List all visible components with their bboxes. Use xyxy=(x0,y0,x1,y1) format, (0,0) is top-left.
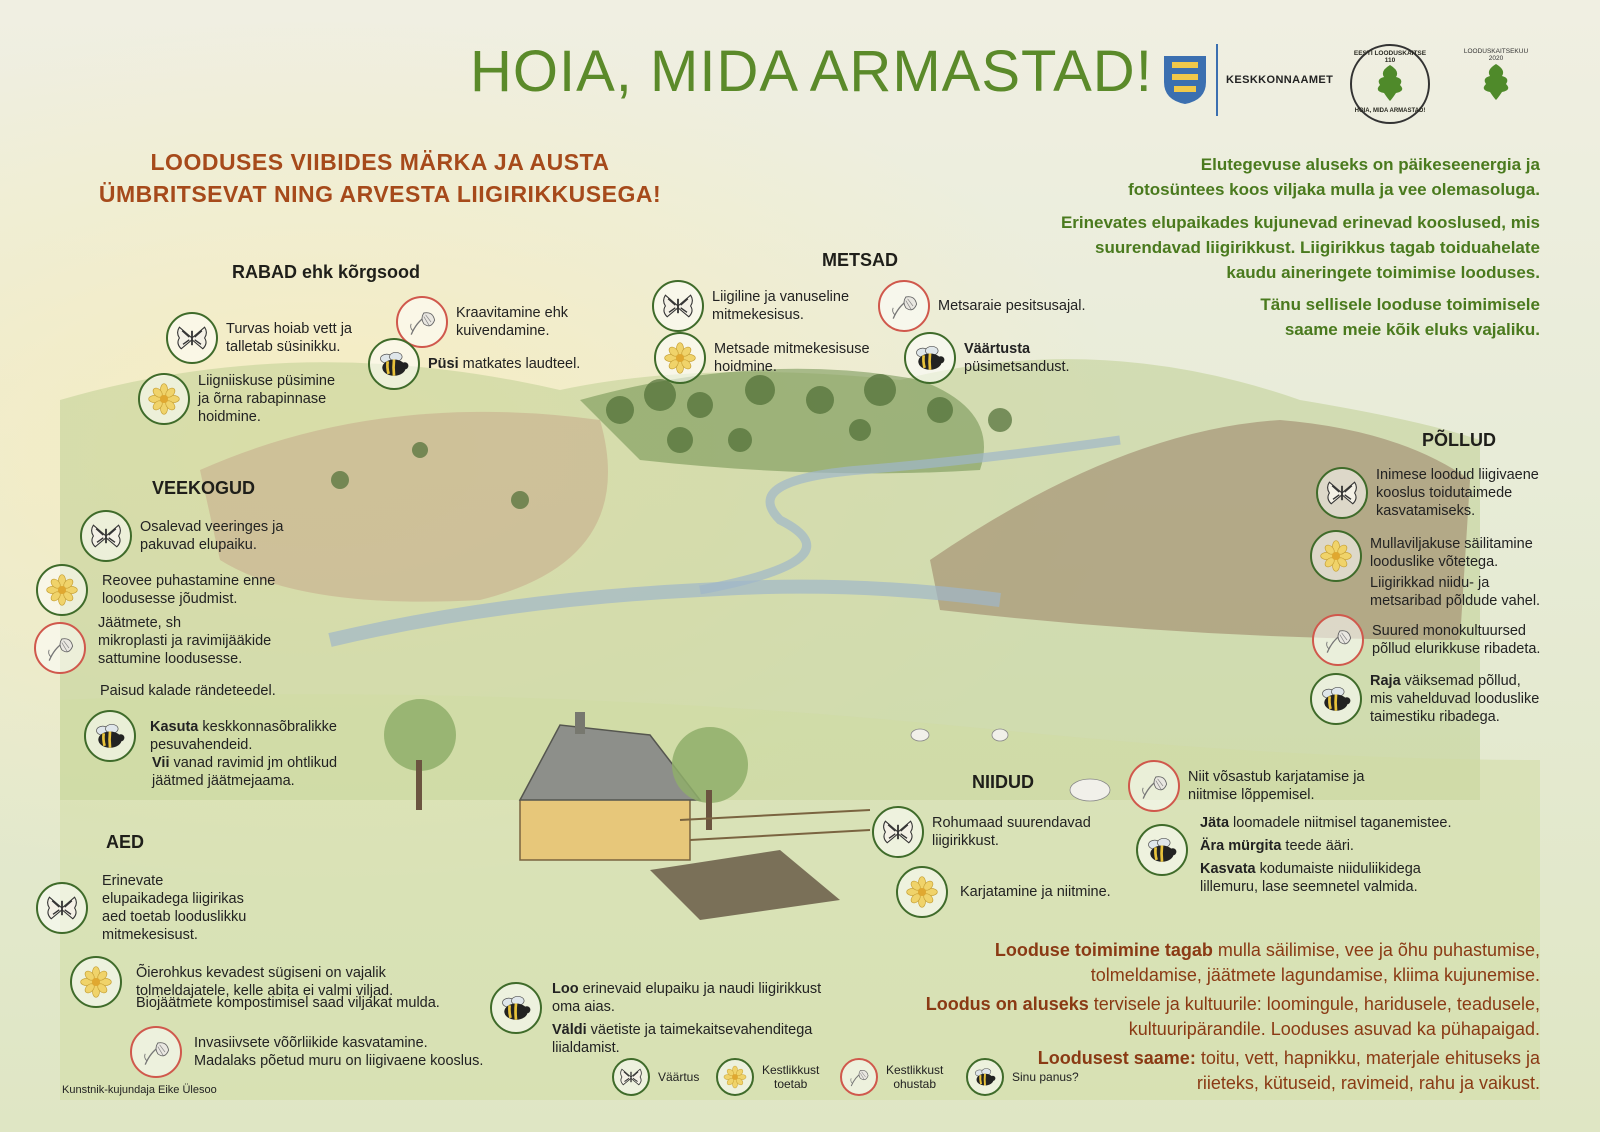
section-veekogud: VEEKOGUD xyxy=(152,478,256,498)
poster-title: HOIA, MIDA ARMASTAD! xyxy=(470,39,1153,104)
bottom-3-text: toitu, vett, hapnikku, materjale ehituseks ja xyxy=(1195,1048,1540,1068)
veekogud-item-3 xyxy=(34,615,272,674)
niidud-2-line-2: liigirikkust. xyxy=(932,833,999,849)
aed-4-text xyxy=(552,980,821,1057)
vee-4-bold: Kasuta xyxy=(150,719,199,735)
aed-item-3 xyxy=(130,1026,483,1078)
seal-2 xyxy=(1460,46,1532,118)
pollud-4-bold: Raja xyxy=(1370,673,1401,689)
section-aed: AED xyxy=(106,832,145,852)
niidud-4c-text: kodumaiste niiduliikidega xyxy=(1255,861,1421,877)
pollud-4-text: väiksemad põllud, xyxy=(1400,673,1521,689)
butterfly-icon xyxy=(652,280,704,332)
subtitle-line-1: LOODUSES VIIBIDES MÄRKA JA AUSTA xyxy=(150,149,610,175)
rabad-1-line-1: Turvas hoiab vett ja xyxy=(226,321,352,337)
oak-leaf-icon xyxy=(1476,62,1516,102)
metsad-item-2 xyxy=(878,280,1086,332)
legend-toetab-line-1: Kestlikkust xyxy=(762,1063,820,1077)
bottom-paragraph-1 xyxy=(860,938,1540,988)
bumblebee-icon xyxy=(84,710,136,762)
seal-1-bottom-text: HOIA, MIDA ARMASTAD! xyxy=(1354,108,1426,114)
vee-3-line-2: mikroplasti ja ravimijääkide xyxy=(98,633,272,649)
niidud-item-1 xyxy=(1128,760,1365,812)
section-rabad: RABAD ehk kõrgsood xyxy=(232,262,421,282)
metsad-4-bold: Väärtusta xyxy=(964,341,1031,357)
metsad-item-3 xyxy=(654,332,870,384)
niidud-1-line-1: Niit võsastub karjatamise ja xyxy=(1188,769,1365,785)
vee-3-line-1: Jäätmete, sh xyxy=(98,615,182,631)
niidud-4b-text: teede ääri. xyxy=(1281,838,1354,854)
bottom-2-bold: Loodus on aluseks xyxy=(925,994,1089,1014)
metsad-2-line-1: Metsaraie pesitsusajal. xyxy=(938,298,1086,314)
intro-3-line-1: Tänu sellisele looduse toimimisele xyxy=(1260,295,1540,314)
legend-toetab xyxy=(716,1058,819,1096)
oak-leaf-icon xyxy=(1370,63,1410,103)
metsad-1-line-1: Liigiline ja vanuseline xyxy=(712,289,850,305)
flower-icon xyxy=(1310,530,1362,582)
niidud-4a-text: loomadele niitmisel taganemistee. xyxy=(1229,815,1452,831)
flower-icon xyxy=(138,373,190,425)
bumblebee-icon xyxy=(1136,824,1188,876)
metsad-4-line-2: püsimetsandust. xyxy=(964,359,1070,375)
intro-2-line-2: suurendavad liigirikkust. Liigirikkus tagab toiduahelate xyxy=(1095,238,1540,257)
legend-ohustab-line-2: ohustab xyxy=(893,1077,937,1091)
rabad-4-line-3: hoidmine. xyxy=(198,409,261,425)
intro-3-line-2: saame meie kõik eluks vajaliku. xyxy=(1284,320,1540,339)
flower-icon xyxy=(896,866,948,918)
intro-2-line-3: kaudu aineringete toimimise looduses. xyxy=(1226,263,1540,282)
legend-ohustab xyxy=(840,1058,943,1096)
logo-divider xyxy=(1216,44,1218,116)
aed-item-4 xyxy=(490,982,542,1034)
pollud-4-line-3: taimestiku ribadega. xyxy=(1370,709,1500,725)
metsad-1-line-2: mitmekesisus. xyxy=(712,307,804,323)
poster-subtitle xyxy=(60,146,700,210)
legend-ohustab-line-1: Kestlikkust xyxy=(886,1063,944,1077)
aed-4b-text: väetiste ja taimekaitsevahenditega xyxy=(586,1022,813,1038)
aed-4a-line-2: oma aias. xyxy=(552,999,615,1015)
bottom-1-text: mulla säilimise, vee ja õhu puhastumise, xyxy=(1212,940,1540,960)
vee-3b-text: Paisud kalade rändeteedel. xyxy=(100,683,276,699)
wilted-flower-icon xyxy=(1312,614,1364,666)
pollud-3-line-1: Suured monokultuursed xyxy=(1372,623,1526,639)
section-metsad: METSAD xyxy=(822,250,898,270)
wilted-flower-icon xyxy=(1128,760,1180,812)
aed-4b-bold: Väldi xyxy=(552,1022,587,1038)
intro-paragraph-2 xyxy=(920,210,1540,285)
wilted-flower-icon xyxy=(878,280,930,332)
bottom-3-line-2: riieteks, kütuseid, ravimeid, rahu ja vaikust. xyxy=(1196,1073,1540,1093)
veekogud-item-1 xyxy=(80,510,283,562)
butterfly-icon xyxy=(1316,467,1368,519)
pollud-3-line-2: põllud elurikkuse ribadeta. xyxy=(1372,641,1541,657)
niidud-1-line-2: niitmise lõppemisel. xyxy=(1188,787,1315,803)
seal-1-top-text: EESTI LOODUSKAITSE 110 xyxy=(1353,50,1427,64)
section-pollud: PÕLLUD xyxy=(1422,430,1496,450)
butterfly-icon xyxy=(80,510,132,562)
legend-vaartus xyxy=(612,1058,699,1096)
rabad-1-line-2: talletab süsinikku. xyxy=(226,339,341,355)
niidud-4c-line-2: lillemuru, lase seemnetel valmida. xyxy=(1200,879,1418,895)
vee-3-line-3: sattumine loodusesse. xyxy=(98,651,243,667)
agency-name: KESKKONNAAMET xyxy=(1226,74,1334,86)
bottom-paragraph-3 xyxy=(860,1046,1540,1096)
bottom-2-line-2: kultuuripärandile. Looduses asuvad ka pühapaigad. xyxy=(1128,1019,1540,1039)
vee-4-line-2: pesuvahendeid. xyxy=(150,737,253,753)
metsad-3-line-2: hoidmine. xyxy=(714,359,777,375)
legend-toetab-line-2: toetab xyxy=(773,1077,808,1091)
pollud-4-line-2: mis vahelduvad looduslike xyxy=(1370,691,1540,707)
seal-2-text: LOODUSKAITSEKUU 2020 xyxy=(1463,48,1529,62)
bumblebee-icon xyxy=(1310,673,1362,725)
aed-4a-text: erinevaid elupaiku ja naudi liigirikkust xyxy=(578,981,822,997)
bumblebee-icon xyxy=(490,982,542,1034)
niidud-4-text xyxy=(1200,814,1451,896)
rabad-4-line-1: Liigniiskuse püsimine xyxy=(198,373,336,389)
wilted-flower-icon xyxy=(34,622,86,674)
pollud-item-4 xyxy=(1310,672,1539,726)
butterfly-icon xyxy=(36,882,88,934)
aed-4a-bold: Loo xyxy=(552,981,579,997)
seal-1 xyxy=(1350,44,1430,124)
niidud-4a-bold: Jäta xyxy=(1200,815,1230,831)
rabad-4-line-2: ja õrna rabapinnase xyxy=(198,391,327,407)
pollud-1-line-1: Inimese loodud liigivaene xyxy=(1376,467,1539,483)
intro-2-line-1: Erinevates elupaikades kujunevad erinevad kooslused, mis xyxy=(1060,213,1540,232)
pollud-2-line-1: Mullaviljakuse säilitamine xyxy=(1370,536,1533,552)
vee-4b-bold: Vii xyxy=(152,755,170,771)
intro-paragraph-1 xyxy=(920,152,1540,202)
artist-credit: Kunstnik-kujundaja Eike Ülesoo xyxy=(62,1084,217,1096)
vee-4-text: keskkonnasõbralikke xyxy=(198,719,337,735)
vee-4b-line-2: jäätmed jäätmejaama. xyxy=(152,773,295,789)
intro-1-line-2: fotosüntees koos viljaka mulla ja vee olemasoluga. xyxy=(1128,180,1540,199)
niidud-3-line-1: Karjatamine ja niitmine. xyxy=(960,884,1111,900)
metsad-item-4 xyxy=(904,332,1070,384)
pollud-1-line-3: kasvatamiseks. xyxy=(1376,503,1476,519)
rabad-2-line-2: kuivendamine. xyxy=(456,323,550,339)
bottom-paragraph-2 xyxy=(860,992,1540,1042)
vee-4b-text xyxy=(152,754,337,790)
flower-icon xyxy=(654,332,706,384)
rabad-3-bold: Püsi xyxy=(428,356,459,372)
bottom-2-text: tervisele ja kultuurile: loomingule, haridusele, teadusele, xyxy=(1088,994,1540,1014)
pollud-2b-line-1: Liigirikkad niidu- ja xyxy=(1370,575,1490,591)
wilted-flower-icon xyxy=(840,1058,878,1096)
bottom-1-bold: Looduse toimimine tagab xyxy=(994,940,1213,960)
flower-icon xyxy=(716,1058,754,1096)
flower-icon xyxy=(70,956,122,1008)
pollud-item-1 xyxy=(1316,466,1539,520)
section-niidud: NIIDUD xyxy=(972,772,1034,792)
legend-panus-label: Sinu panus? xyxy=(1012,1070,1079,1084)
butterfly-icon xyxy=(166,312,218,364)
metsad-item-1 xyxy=(652,280,849,332)
aed-2b-text: Biojäätmete kompostimisel saad viljakat mulda. xyxy=(136,995,440,1011)
pollud-2-line-2: looduslike võtetega. xyxy=(1370,554,1499,570)
rabad-item-4 xyxy=(138,372,335,426)
butterfly-icon xyxy=(872,806,924,858)
butterfly-icon xyxy=(612,1058,650,1096)
agency-logo xyxy=(1162,54,1208,111)
intro-1-line-1: Elutegevuse aluseks on päikeseenergia ja xyxy=(1200,155,1540,174)
vee-2-line-1: Reovee puhastamine enne xyxy=(102,573,276,589)
bumblebee-icon xyxy=(904,332,956,384)
veekogud-item-2 xyxy=(36,564,275,616)
aed-2-line-1: Õierohkus kevadest sügiseni on vajalik xyxy=(136,965,386,981)
bumblebee-icon xyxy=(368,338,420,390)
pollud-1-line-2: kooslus toidutaimede xyxy=(1376,485,1513,501)
niidud-2-line-1: Rohumaad suurendavad xyxy=(932,815,1091,831)
rabad-item-3 xyxy=(368,338,580,390)
subtitle-line-2: ÜMBRITSEVAT NING ARVESTA LIIGIRIKKUSEGA! xyxy=(98,181,662,207)
niidud-item-2 xyxy=(872,806,1091,858)
aed-1-line-1: Erinevate xyxy=(102,873,164,889)
niidud-item-4 xyxy=(1136,824,1188,876)
niidud-4c-bold: Kasvata xyxy=(1200,861,1256,877)
aed-1-line-4: mitmekesisust. xyxy=(102,927,198,943)
aed-2-line-2: tolmeldajatele, kelle abita ei valmi viljad. xyxy=(136,983,394,999)
legend-vaartus-label: Väärtus xyxy=(658,1070,700,1084)
bottom-1-line-2: tolmeldamise, jäätmete lagundamise, kliima kujunemise. xyxy=(1090,965,1540,985)
rabad-3-text: matkates laudteel. xyxy=(458,356,581,372)
flower-icon xyxy=(36,564,88,616)
aed-3-line-1: Invasiivsete võõrliikide kasvatamine. xyxy=(194,1035,428,1051)
niidud-4b-bold: Ära mürgita xyxy=(1200,838,1282,854)
vee-2-line-2: loodusesse jõudmist. xyxy=(102,591,238,607)
vee-1-line-1: Osalevad veeringes ja xyxy=(140,519,284,535)
rabad-2-line-1: Kraavitamine ehk xyxy=(456,305,569,321)
aed-1-line-3: aed toetab looduslikku xyxy=(102,909,247,925)
aed-4b-line-2: liialdamist. xyxy=(552,1040,620,1056)
niidud-item-3 xyxy=(896,866,1111,918)
metsad-3-line-1: Metsade mitmekesisuse xyxy=(714,341,870,357)
pollud-item-3 xyxy=(1312,614,1540,666)
rabad-item-1 xyxy=(166,312,352,364)
bottom-3-bold: Loodusest saame: xyxy=(1037,1048,1196,1068)
wilted-flower-icon xyxy=(130,1026,182,1078)
vee-4b-line-1: vanad ravimid jm ohtlikud xyxy=(169,755,338,771)
aed-3-line-2: Madalaks põetud muru on liigivaene kooslus. xyxy=(194,1053,484,1069)
vee-1-line-2: pakuvad elupaiku. xyxy=(140,537,257,553)
pollud-2b-text xyxy=(1370,574,1540,610)
aed-1-line-2: elupaikadega liigirikas xyxy=(102,891,244,907)
pollud-2b-line-2: metsaribad põldude vahel. xyxy=(1370,593,1541,609)
bumblebee-icon xyxy=(966,1058,1004,1096)
legend-panus xyxy=(966,1058,1079,1096)
coat-of-arms-icon xyxy=(1162,54,1208,106)
aed-item-1 xyxy=(36,872,246,944)
